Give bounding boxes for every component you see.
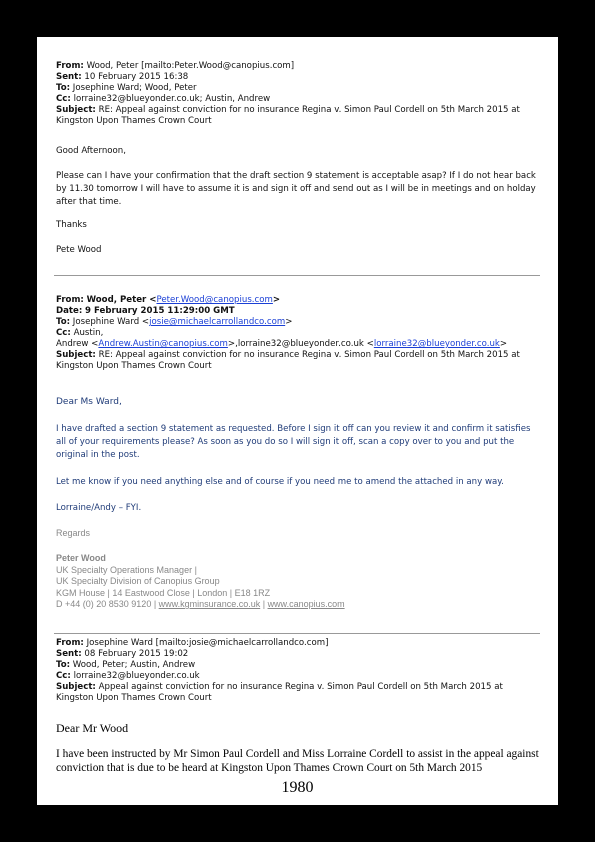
sig-name: Peter Wood (56, 553, 106, 563)
email3-body: I have been instructed by Mr Simon Paul Cordell and Miss Lorraine Cordell to assist in the appeal against conviction that is due to be heard at Kingston Upon Thames Crown Court on 5th March 2015 (56, 748, 539, 774)
email2-body1: I have drafted a section 9 statement as requested. Before I sign it off can you review it and confirm it satisfies all of your requirements please? As soon as you do so I will sign it off, scan a copy over to you and put the original in the post. (56, 424, 531, 460)
email2-to-label: To: (56, 317, 71, 327)
email3-cc-label: Cc: (56, 671, 71, 681)
email1-cc-label: Cc: (56, 94, 71, 104)
email3-cc: lorraine32@blueyonder.co.uk (73, 671, 200, 681)
email2-from-link[interactable]: Peter.Wood@canopius.com (156, 295, 273, 305)
sig-web-canopius[interactable]: www.canopius.com (267, 599, 345, 609)
sig-address: KGM House | 14 Eastwood Close | London | E18 1RZ (56, 587, 271, 598)
email2-date-label: Date: (56, 306, 83, 316)
email2-to-end: > (285, 317, 293, 327)
email2-to-link[interactable]: josie@michaelcarrollandco.com (149, 317, 286, 327)
sig-title: UK Specialty Operations Manager | (56, 564, 197, 575)
email2-greeting: Dear Ms Ward, (56, 397, 122, 407)
email1-greeting: Good Afternoon, (56, 146, 126, 156)
email3-from-label: From: (56, 638, 84, 648)
email3-sent-label: Sent: (56, 649, 82, 659)
email2-cc-name: Austin, (73, 328, 104, 338)
email3-from: Josephine Ward [mailto:josie@michaelcarrollandco.com] (86, 638, 329, 648)
email-separator (54, 633, 540, 634)
document-page (37, 37, 558, 805)
sig-division: UK Specialty Division of Canopius Group (56, 576, 220, 586)
sig-phone: D +44 (0) 20 8530 9120 | (56, 599, 159, 609)
email3-header (56, 638, 542, 704)
email2-cc-label: Cc: (56, 328, 71, 338)
email2-body2: Let me know if you need anything else and of course if you need me to amend the attached in any way. (56, 477, 504, 487)
email1-to: Josephine Ward; Wood, Peter (72, 83, 197, 93)
email2-regards: Regards (56, 528, 91, 538)
email1-thanks: Thanks (56, 220, 87, 230)
email1-subject-label: Subject: (56, 105, 96, 115)
email1-to-label: To: (56, 83, 71, 93)
email1-sent-label: Sent: (56, 72, 82, 82)
email1-cc: lorraine32@blueyonder.co.uk; Austin, Andrew (73, 94, 271, 104)
page-number: 1980 (281, 779, 314, 796)
email2-cc-link-austin[interactable]: Andrew.Austin@canopius.com (98, 339, 228, 349)
email3-to: Wood, Peter; Austin, Andrew (72, 660, 196, 670)
email1-sent: 10 February 2015 16:38 (84, 72, 189, 82)
email2-subject: RE: Appeal against conviction for no insurance Regina v. Simon Paul Cordell on 5th March 2015 at Kingston Upon Thames Crown Court (56, 350, 520, 371)
email-separator (54, 275, 540, 276)
email2-cc2-a: Andrew < (56, 339, 99, 349)
email3-greeting: Dear Mr Wood (56, 721, 129, 735)
email2-body3: Lorraine/Andy – FYI. (56, 503, 142, 513)
email2-header (56, 295, 542, 372)
email1-from-label: From: (56, 61, 84, 71)
email3-sent: 08 February 2015 19:02 (84, 649, 189, 659)
email2-from-end: > (272, 295, 281, 305)
email1-signoff: Pete Wood (56, 245, 102, 255)
email2-signature (56, 553, 542, 611)
email2-from-name: Wood, Peter < (86, 295, 157, 305)
email1-from: Wood, Peter [mailto:Peter.Wood@canopius.com] (86, 61, 295, 71)
email2-from-label: From: (56, 295, 84, 305)
email1-header (56, 61, 542, 127)
email2-subject-label: Subject: (56, 350, 96, 360)
email3-subject-label: Subject: (56, 682, 96, 692)
sig-web-kgm[interactable]: www.kgminsurance.co.uk (158, 599, 261, 609)
email2-cc2-b: >,lorraine32@blueyonder.co.uk < (227, 339, 374, 349)
email2-cc2-c: > (499, 339, 508, 349)
email1-body: Please can I have your confirmation that the draft section 9 statement is acceptable asap? If I do not hear back by 11.30 tomorrow I will have to assume it is and sign it off and send out as I will be in meetings and on holday after that time. (56, 171, 536, 207)
sig-sep: | (260, 599, 268, 609)
email2-date: 9 February 2015 11:29:00 GMT (85, 306, 235, 316)
email3-to-label: To: (56, 660, 71, 670)
email2-cc-link-lorraine[interactable]: lorraine32@blueyonder.co.uk (373, 339, 500, 349)
email2-to-name: Josephine Ward < (72, 317, 150, 327)
email3-subject: Appeal against conviction for no insurance Regina v. Simon Paul Cordell on 5th March 2015 at Kingston Upon Thames Crown Court (56, 682, 503, 703)
email1-subject: RE: Appeal against conviction for no insurance Regina v. Simon Paul Cordell on 5th March 2015 at Kingston Upon Thames Crown Court (56, 105, 520, 126)
